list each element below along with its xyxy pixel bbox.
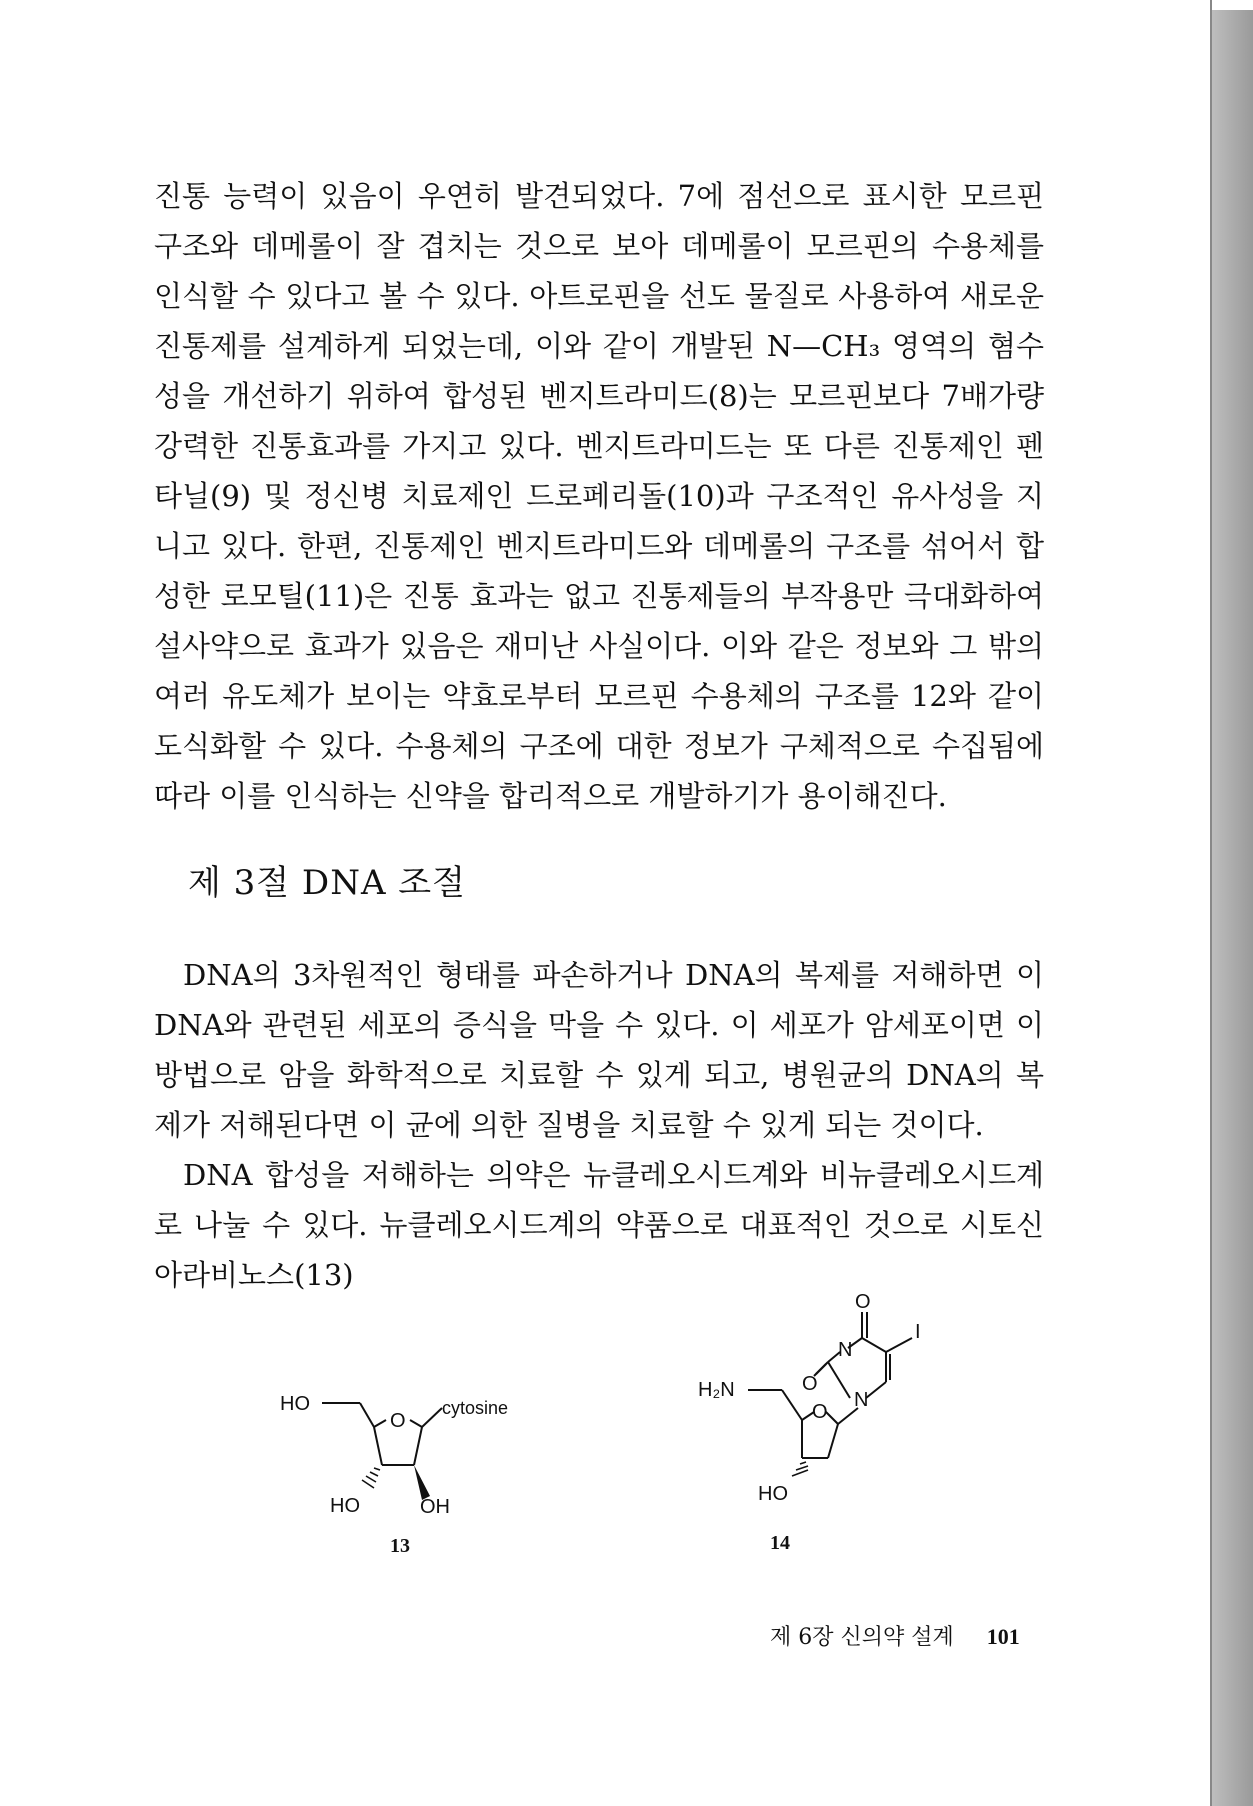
ring-oxygen: O <box>390 1410 406 1432</box>
body-text-section <box>154 950 1044 1300</box>
nitrogen-label: N <box>854 1389 869 1411</box>
oh-label: OH <box>420 1496 450 1518</box>
chapter-title: 제 6장 신의약 설계 <box>770 1625 954 1650</box>
ho-label: HO <box>758 1483 788 1505</box>
carbonyl-oxygen: O <box>855 1291 871 1313</box>
compound-number: 13 <box>390 1535 410 1557</box>
paragraph: DNA의 3차원적인 형태를 파손하거나 DNA의 복제를 저해하면 이 DNA와 관련된 세포의 증식을 막을 수 있다. 이 세포가 암세포이면 이 방법으로 암을 화학적으로 치료할 수 있게 되고, 병원균의 DNA의 복제가 저해된다면 이 균에 의한 질병을 치료할 수 있게 되는 것이다. <box>154 958 1044 1142</box>
page-footer <box>770 1620 1020 1651</box>
paragraph: 진통 능력이 있음이 우연히 발견되었다. 7에 점선으로 표시한 모르핀 구조와 데메롤이 잘 겹치는 것으로 보아 데메롤이 모르핀의 수용체를 인식할 수 있다고 볼 수 있다. 아트로핀을 선도 물질로 사용하여 새로운 진통제를 설계하게 되었는데, 이와 같이 개발된 N—CH₃ 영역의 혐수성을 개선하기 위하여 합성된 벤지트라미드(8)는 모르핀보다 7배가량 강력한 진통효과를 가지고 있다. 벤지트라미드는 또 다른 진통제인 펜타닐(9) 및 정신병 치료제인 드로페리돌(10)과 구조적인 유사성을 지니고 있다. 한편, 진통제인 벤지트라미드와 데메롤의 구조를 섞어서 합성한 로모틸(11)은 진통 효과는 없고 진통제들의 부작용만 극대화하여 설사약으로 효과가 있음은 재미난 사실이다. 이와 같은 정보와 그 밖의 여러 유도체가 보이는 약효로부터 모르핀 수용체의 구조를 12와 같이 도식화할 수 있다. 수용체의 구조에 대한 정보가 구체적으로 수집됨에 따라 이를 인식하는 신약을 합리적으로 개발하기가 용이해진다. <box>154 179 1044 813</box>
ho-label: HO <box>280 1393 310 1415</box>
compound-number: 14 <box>770 1532 790 1554</box>
paragraph: DNA 합성을 저해하는 의약은 뉴클레오시드계와 비뉴클레오시드계로 나눌 수 있다. 뉴클레오시드계의 약품으로 대표적인 것으로 시토신 아라비노스(13) <box>154 1158 1044 1292</box>
page-number: 101 <box>986 1624 1020 1649</box>
ring-oxygen: O <box>812 1401 828 1423</box>
carbonyl-oxygen: O <box>802 1373 818 1395</box>
h2n-label: H₂N <box>698 1379 735 1401</box>
structure-13 <box>270 1370 570 1550</box>
body-text-top <box>154 171 1044 821</box>
nitrogen-label: N <box>838 1339 853 1361</box>
iodine-label: I <box>915 1321 921 1343</box>
substituent-label: cytosine <box>442 1398 509 1418</box>
section-heading: 제 3절 DNA 조절 <box>188 863 466 903</box>
ho-label: HO <box>330 1495 360 1517</box>
structure-14 <box>690 1290 990 1530</box>
